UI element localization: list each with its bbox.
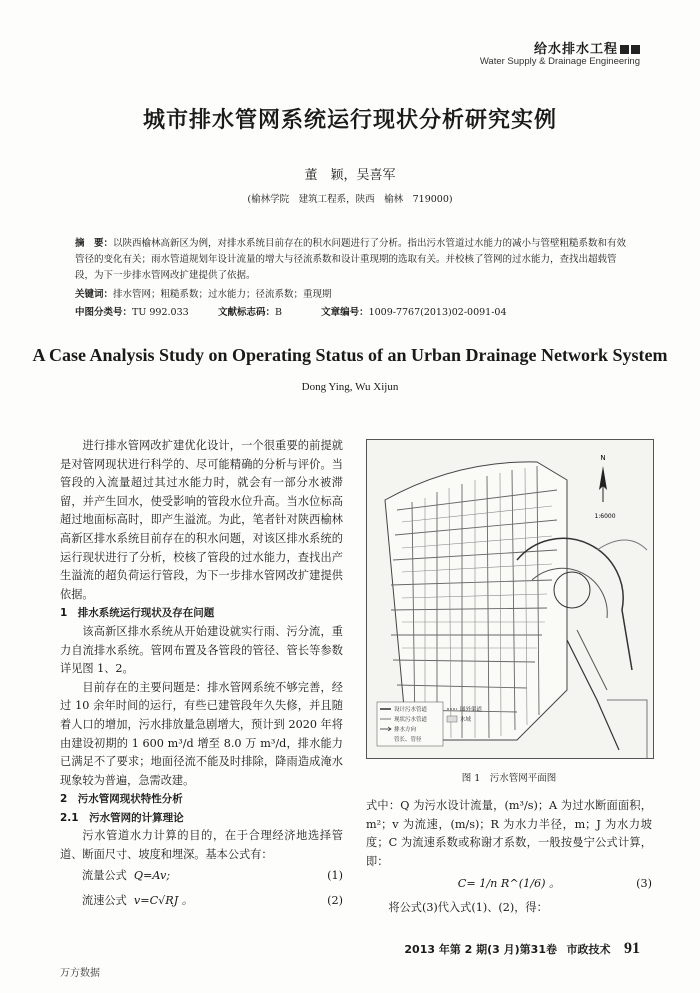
page-footer [404,940,640,958]
authors-en: Dong Ying, Wu Xijun [301,381,399,393]
section-2-title: 2 污水管网现状特性分析 [60,793,183,806]
paper-title-cn: 城市排水管网系统运行现状分析研究实例 [142,108,557,133]
formula-3: C= 1/n R^(1/6) 。 (3) [457,877,652,891]
legend-item: 现状污水管道 [394,717,428,723]
affiliation-cn: (榆林学院 建筑工程系，陕西 榆林 719000) [247,194,453,205]
section-1-title: 1 排水系统运行现状及存在问题 [60,607,215,620]
legend-item: 图外渠道 [460,707,483,713]
watermark: 万方数据 [60,968,100,979]
formula-1: 流量公式 Q=Av; (1) [82,868,343,882]
section-2-1-title: 2.1 污水管网的计算理论 [60,811,184,824]
north-label: N [600,454,606,462]
journal-name-en: Water Supply & Drainage Engineering [479,56,640,67]
authors-cn: 董 颖，吴喜军 [304,168,396,183]
section-1-paragraph-1: 该高新区排水系统从开始建设就实行雨、污分流，重力自流排水系统。管网布置及各管段的管径、管长等参数详见图 1、2。 [60,624,343,676]
formula-2: 流速公式 v=C√RJ 。 (2) [82,893,343,907]
figure-caption: 图 1 污水管网平面图 [461,773,557,784]
abstract: 摘 要：以陕西榆林高新区为例，对排水系统目前存在的积水问题进行了分析。指出污水管道过水能力的减小与管壁粗糙系数和有效管径的变化有关；雨水管道规划年设计流量的增大与径流系数和设计重现期的选取有关。并校核了管网的过水能力，查找出超载管段，为下一步排水管网改扩建提供了依据。 [75,238,627,281]
intro-paragraph: 进行排水管网改扩建优化设计，一个很重要的前提就是对管网现状进行科学的、尽可能精确的分析与评价。当管段的入流量超过其过水能力时，就会有一部分水被滞留，并产生回水，使受影响的管段水位升高。当水位标高超过地面标高时，即产生溢流。为此，笔者针对陕西榆林高新区排水系统目前存在的积水问题，对该区排水系统的运行现状进行了分析，校核了管段的过水能力，查找出产生溢流的超负荷运行管段，为下一步排水管网改扩建提供依据。 [60,439,343,601]
map-drawing [367,440,653,758]
section-1-paragraph-2: 目前存在的主要问题是：排水管网系统不够完善，经过 10 余年时间的运行，有些已建管段年久失修，并且随着人口的增加，污水排放量急剧增大，预计到 2020 年将由建设初期的 1 600 m³/d 增至 8.0 万 m³/d，排水能力已满足不了要求；地面径流不能及时排除，降雨造成淹水现象较为普遍，急需改建。 [60,680,343,787]
north-arrow [599,454,607,502]
right-column [366,797,652,918]
right-paragraph-2: 将公式(3)代入式(1)、(2)，得： [388,901,548,915]
legend-item: 水域 [460,717,472,723]
scale-label: 1:6000 [594,513,616,520]
journal-name-cn: 给水排水工程 [534,38,640,57]
classification-line: 中图分类号：TU 992.033 文献标志码：B 文章编号：1009-7767(2013)02-0091-04 [75,307,507,318]
legend-item: 排水方向 [394,727,417,733]
page-number: 91 [624,940,640,957]
footer-journal: 市政技术 [566,943,611,956]
section-2-1-paragraph: 污水管道水力计算的目的，在于合理经济地选择管道、断面尺寸、坡度和埋深。基本公式有： [60,829,343,862]
paper-title-en: A Case Analysis Study on Operating Status of an Urban Drainage Network System [32,345,668,365]
keywords: 关键词：排水管网；粗糙系数；过水能力；径流系数；重现期 [75,289,332,300]
issue-info: 2013 年第 2 期(3 月)第31卷 [404,943,557,956]
left-column [60,437,343,911]
legend-item: 管长、管径 [394,737,422,743]
right-paragraph-1: 式中：Q 为污水设计流量，(m³/s)；A 为过水断面面积，m²；v 为流速，(m/s)；R 为水力半径，m；J 为水力坡度；C 为流速系数或称谢才系数，一般按曼宁公式计算，即： [366,799,652,868]
sewer-network-map [366,439,654,759]
legend-item: 设计污水管道 [394,707,428,713]
